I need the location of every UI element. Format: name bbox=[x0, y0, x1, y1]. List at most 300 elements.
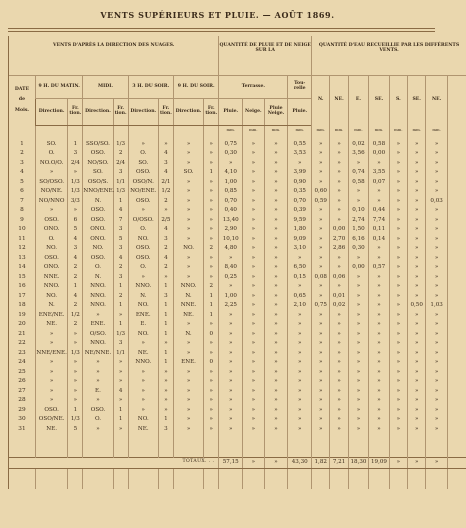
day-cell: 9 bbox=[9, 216, 36, 226]
table-cell: » bbox=[219, 359, 243, 369]
empty-cell bbox=[330, 435, 348, 458]
table-cell: 1 bbox=[68, 140, 83, 150]
table-cell: 1 bbox=[158, 349, 173, 359]
table-cell: » bbox=[264, 254, 288, 264]
table-cell: » bbox=[312, 340, 330, 350]
table-cell: 0,59 bbox=[312, 197, 330, 207]
table-cell: » bbox=[219, 321, 243, 331]
table-cell: 3,55 bbox=[369, 169, 389, 179]
table-row bbox=[9, 140, 466, 150]
empty-cell bbox=[35, 468, 67, 489]
table-cell: NE. bbox=[128, 349, 158, 359]
table-cell: 0,02 bbox=[330, 302, 348, 312]
table-cell: O/SO. bbox=[83, 330, 113, 340]
table-cell: » bbox=[173, 321, 203, 331]
table-cell: » bbox=[288, 359, 312, 369]
table-cell: NNO. bbox=[83, 283, 113, 293]
empty-cell bbox=[312, 435, 330, 458]
table-cell: » bbox=[264, 359, 288, 369]
table-cell bbox=[447, 273, 466, 283]
table-cell: » bbox=[243, 235, 265, 245]
table-cell: » bbox=[173, 340, 203, 350]
header-fraction-9m: Fr. tion. bbox=[68, 99, 83, 126]
table-cell: » bbox=[219, 397, 243, 407]
day-cell: 27 bbox=[9, 387, 36, 397]
table-cell: ONO. bbox=[83, 235, 113, 245]
table-cell: » bbox=[243, 254, 265, 264]
table-cell: » bbox=[312, 140, 330, 150]
table-cell bbox=[447, 245, 466, 255]
table-cell: » bbox=[288, 416, 312, 426]
table-cell: » bbox=[288, 425, 312, 435]
empty-cell bbox=[389, 468, 407, 489]
table-cell: 2,86 bbox=[330, 245, 348, 255]
table-cell: » bbox=[264, 207, 288, 217]
table-cell: » bbox=[330, 159, 348, 169]
day-cell: 6 bbox=[9, 188, 36, 198]
table-row bbox=[9, 150, 466, 160]
table-cell: 5 bbox=[113, 235, 128, 245]
table-cell: » bbox=[204, 349, 219, 359]
table-cell: » bbox=[128, 397, 158, 407]
unit-cell: mm. bbox=[408, 126, 426, 135]
table-cell: » bbox=[348, 378, 368, 388]
table-cell: » bbox=[369, 188, 389, 198]
day-cell: 24 bbox=[9, 359, 36, 369]
table-cell: OSO. bbox=[83, 406, 113, 416]
table-cell: » bbox=[173, 273, 203, 283]
table-cell: » bbox=[330, 340, 348, 350]
table-cell: » bbox=[288, 340, 312, 350]
table-cell: 0 bbox=[204, 330, 219, 340]
unit-cell: mm. bbox=[312, 126, 330, 135]
table-cell: 1/3 bbox=[68, 349, 83, 359]
table-cell: 1,00 bbox=[219, 178, 243, 188]
table-cell: » bbox=[330, 283, 348, 293]
table-cell bbox=[447, 359, 466, 369]
table-cell: » bbox=[243, 197, 265, 207]
table-cell: SSO/SO. bbox=[83, 140, 113, 150]
header-vent-cut bbox=[447, 76, 466, 126]
table-cell: » bbox=[369, 340, 389, 350]
table-cell: O. bbox=[83, 264, 113, 274]
table-cell: » bbox=[408, 197, 426, 207]
table-cell: » bbox=[426, 245, 448, 255]
empty-cell bbox=[83, 468, 113, 489]
table-cell: » bbox=[35, 368, 67, 378]
table-cell: NO/NE. bbox=[35, 188, 67, 198]
table-row bbox=[9, 283, 466, 293]
table-cell: » bbox=[128, 368, 158, 378]
table-cell: NNO. bbox=[83, 302, 113, 312]
table-cell: » bbox=[113, 359, 128, 369]
table-row bbox=[9, 425, 466, 435]
table-cell: » bbox=[348, 397, 368, 407]
table-cell: » bbox=[173, 207, 203, 217]
table-cell: » bbox=[389, 292, 407, 302]
table-cell: » bbox=[389, 159, 407, 169]
table-cell: NNO. bbox=[173, 283, 203, 293]
table-cell: 1/1 bbox=[113, 349, 128, 359]
table-cell: » bbox=[408, 416, 426, 426]
table-cell: » bbox=[348, 321, 368, 331]
table-cell bbox=[447, 406, 466, 416]
table-cell: SO. bbox=[173, 169, 203, 179]
table-cell: 0,39 bbox=[288, 207, 312, 217]
table-cell: 3/3 bbox=[68, 197, 83, 207]
table-cell: 2 bbox=[113, 150, 128, 160]
table-cell: » bbox=[204, 226, 219, 236]
table-cell bbox=[447, 340, 466, 350]
table-cell: OSO. bbox=[35, 216, 67, 226]
table-cell: 4 bbox=[158, 254, 173, 264]
table-row bbox=[9, 169, 466, 179]
table-cell: NO. bbox=[128, 330, 158, 340]
table-cell: » bbox=[243, 283, 265, 293]
header-vent-s: S. bbox=[389, 76, 407, 126]
table-cell: » bbox=[426, 254, 448, 264]
table-cell: » bbox=[426, 378, 448, 388]
table-cell: 2,74 bbox=[348, 216, 368, 226]
table-cell: » bbox=[312, 178, 330, 188]
table-cell: 4 bbox=[113, 207, 128, 217]
table-cell: » bbox=[173, 416, 203, 426]
table-cell: » bbox=[330, 178, 348, 188]
table-cell: » bbox=[426, 226, 448, 236]
table-cell: » bbox=[243, 178, 265, 188]
table-cell: » bbox=[113, 368, 128, 378]
table-cell: » bbox=[389, 330, 407, 340]
table-cell: ONO. bbox=[35, 264, 67, 274]
table-cell: 1 bbox=[204, 169, 219, 179]
day-cell: 5 bbox=[9, 178, 36, 188]
table-cell: » bbox=[369, 321, 389, 331]
table-row bbox=[9, 273, 466, 283]
table-cell: » bbox=[264, 235, 288, 245]
table-cell: » bbox=[369, 292, 389, 302]
table-cell: 0,35 bbox=[288, 188, 312, 198]
table-cell: » bbox=[243, 425, 265, 435]
table-cell: » bbox=[204, 254, 219, 264]
table-cell: » bbox=[369, 397, 389, 407]
unit-cell: mm. bbox=[389, 126, 407, 135]
table-cell: 0,25 bbox=[219, 273, 243, 283]
table-cell: N. bbox=[83, 197, 113, 207]
table-cell: 6 bbox=[68, 216, 83, 226]
table-cell: » bbox=[288, 311, 312, 321]
table-cell: » bbox=[408, 359, 426, 369]
table-cell bbox=[447, 140, 466, 150]
table-cell: 2 bbox=[68, 273, 83, 283]
table-cell bbox=[447, 387, 466, 397]
table-cell: » bbox=[330, 207, 348, 217]
table-cell: » bbox=[330, 425, 348, 435]
table-cell: OSO/S. bbox=[83, 178, 113, 188]
table-cell: 1 bbox=[113, 321, 128, 331]
table-cell: ONO. bbox=[35, 226, 67, 236]
table-cell: » bbox=[330, 378, 348, 388]
table-cell: OSO. bbox=[128, 169, 158, 179]
table-row bbox=[9, 387, 466, 397]
table-cell: O. bbox=[128, 150, 158, 160]
table-cell: 0,00 bbox=[348, 264, 368, 274]
table-cell: ENE. bbox=[173, 359, 203, 369]
table-cell: 1 bbox=[113, 416, 128, 426]
table-cell: » bbox=[348, 406, 368, 416]
table-cell: » bbox=[426, 216, 448, 226]
table-cell: » bbox=[389, 283, 407, 293]
empty-cell bbox=[9, 468, 36, 489]
day-cell: 4 bbox=[9, 169, 36, 179]
table-cell bbox=[447, 416, 466, 426]
table-cell: » bbox=[173, 178, 203, 188]
table-cell: » bbox=[389, 226, 407, 236]
table-cell: » bbox=[204, 235, 219, 245]
spacer-row bbox=[9, 435, 466, 458]
table-cell: 0,03 bbox=[426, 197, 448, 207]
table-cell: O. bbox=[128, 226, 158, 236]
table-cell: » bbox=[219, 406, 243, 416]
table-cell: 1 bbox=[158, 283, 173, 293]
table-cell: » bbox=[330, 368, 348, 378]
table-cell: » bbox=[426, 349, 448, 359]
table-cell: » bbox=[219, 368, 243, 378]
table-cell: 1 bbox=[113, 302, 128, 312]
table-cell: » bbox=[158, 397, 173, 407]
table-cell: » bbox=[330, 387, 348, 397]
table-cell: 2/5 bbox=[158, 216, 173, 226]
table-cell: » bbox=[35, 207, 67, 217]
table-cell: ENE/NE. bbox=[35, 311, 67, 321]
table-cell: » bbox=[204, 264, 219, 274]
table-cell: » bbox=[408, 159, 426, 169]
table-row bbox=[9, 292, 466, 302]
table-cell: 5 bbox=[68, 226, 83, 236]
table-cell: » bbox=[348, 292, 368, 302]
table-cell: » bbox=[389, 359, 407, 369]
table-cell: » bbox=[264, 150, 288, 160]
table-cell: » bbox=[408, 368, 426, 378]
header-date-de: de bbox=[18, 97, 26, 103]
table-cell: » bbox=[288, 387, 312, 397]
table-cell bbox=[447, 425, 466, 435]
table-cell: » bbox=[173, 140, 203, 150]
unit-cell: mm. bbox=[348, 126, 368, 135]
table-cell bbox=[447, 207, 466, 217]
table-cell: » bbox=[158, 368, 173, 378]
table-cell: » bbox=[288, 321, 312, 331]
table-cell: » bbox=[389, 235, 407, 245]
table-cell: » bbox=[264, 264, 288, 274]
table-cell: » bbox=[330, 254, 348, 264]
table-cell: 0,15 bbox=[288, 273, 312, 283]
unit-cell: mm. bbox=[288, 126, 312, 135]
table-cell bbox=[447, 216, 466, 226]
table-cell: » bbox=[173, 150, 203, 160]
header-vents-group: VENTS D'APRÈS LA DIRECTION DES NUAGES. bbox=[9, 36, 219, 76]
table-cell: » bbox=[369, 378, 389, 388]
table-cell bbox=[447, 197, 466, 207]
empty-cell bbox=[264, 435, 288, 458]
table-cell: 4 bbox=[158, 150, 173, 160]
table-cell: » bbox=[330, 321, 348, 331]
table-cell: 0,70 bbox=[219, 197, 243, 207]
empty-cell bbox=[113, 435, 128, 458]
table-cell: » bbox=[426, 416, 448, 426]
table-cell: » bbox=[264, 216, 288, 226]
totals-row bbox=[9, 457, 466, 468]
table-cell: » bbox=[330, 188, 348, 198]
table-cell: 8,40 bbox=[219, 264, 243, 274]
table-cell: 3 bbox=[68, 245, 83, 255]
table-cell: » bbox=[243, 226, 265, 236]
table-cell: » bbox=[158, 406, 173, 416]
table-cell: » bbox=[312, 207, 330, 217]
table-cell: » bbox=[348, 197, 368, 207]
table-cell: 2 bbox=[113, 292, 128, 302]
table-cell: » bbox=[389, 197, 407, 207]
table-cell: » bbox=[243, 359, 265, 369]
empty-cell bbox=[128, 435, 158, 458]
table-cell: 2 bbox=[204, 245, 219, 255]
unit-cell bbox=[128, 126, 158, 135]
table-cell: » bbox=[113, 397, 128, 407]
table-cell: » bbox=[204, 368, 219, 378]
table-cell: » bbox=[288, 283, 312, 293]
table-cell: 2 bbox=[113, 264, 128, 274]
table-cell: » bbox=[204, 397, 219, 407]
unit-cell bbox=[9, 126, 36, 135]
table-cell: 1/2 bbox=[158, 188, 173, 198]
day-cell: 12 bbox=[9, 245, 36, 255]
empty-cell bbox=[173, 468, 203, 489]
table-cell: 0,30 bbox=[348, 245, 368, 255]
table-cell: N. bbox=[35, 302, 67, 312]
table-cell: » bbox=[426, 140, 448, 150]
table-cell: » bbox=[204, 387, 219, 397]
table-cell: » bbox=[369, 406, 389, 416]
table-row bbox=[9, 197, 466, 207]
table-cell: NNO. bbox=[83, 292, 113, 302]
table-cell: NNO. bbox=[128, 283, 158, 293]
table-cell: » bbox=[389, 321, 407, 331]
table-cell: » bbox=[426, 387, 448, 397]
table-cell: » bbox=[219, 159, 243, 169]
table-cell: 1,03 bbox=[426, 302, 448, 312]
table-cell: » bbox=[369, 197, 389, 207]
empty-cell bbox=[389, 435, 407, 458]
table-cell: » bbox=[128, 207, 158, 217]
table-cell bbox=[447, 397, 466, 407]
table-cell: OSO/NE. bbox=[35, 416, 67, 426]
table-cell: » bbox=[128, 273, 158, 283]
table-cell: » bbox=[312, 330, 330, 340]
table-cell: » bbox=[312, 283, 330, 293]
table-cell: » bbox=[369, 283, 389, 293]
table-row bbox=[9, 235, 466, 245]
table-cell: » bbox=[173, 378, 203, 388]
table-cell: » bbox=[312, 216, 330, 226]
table-cell: » bbox=[264, 245, 288, 255]
table-cell: » bbox=[330, 359, 348, 369]
table-cell: » bbox=[348, 425, 368, 435]
header-direction-9m: Direction. bbox=[35, 99, 67, 126]
empty-cell bbox=[288, 468, 312, 489]
table-cell bbox=[447, 254, 466, 264]
table-cell: SO. bbox=[83, 169, 113, 179]
table-cell: » bbox=[68, 387, 83, 397]
total-cell: 18,30 bbox=[348, 457, 368, 468]
table-cell: » bbox=[330, 397, 348, 407]
total-cell: » bbox=[243, 457, 265, 468]
day-cell: 29 bbox=[9, 406, 36, 416]
table-cell: » bbox=[348, 387, 368, 397]
table-cell: » bbox=[389, 397, 407, 407]
table-row bbox=[9, 216, 466, 226]
total-cell: » bbox=[408, 457, 426, 468]
table-cell: » bbox=[204, 207, 219, 217]
table-cell: » bbox=[35, 340, 67, 350]
total-cell bbox=[447, 457, 466, 468]
table-cell: » bbox=[408, 425, 426, 435]
table-cell: » bbox=[312, 387, 330, 397]
header-tourelle: Tou- relle bbox=[288, 76, 312, 99]
day-cell: 10 bbox=[9, 226, 36, 236]
table-cell: » bbox=[68, 169, 83, 179]
table-cell: 0,00 bbox=[330, 226, 348, 236]
table-cell: » bbox=[204, 273, 219, 283]
table-cell: » bbox=[288, 159, 312, 169]
table-cell: » bbox=[204, 416, 219, 426]
table-cell: » bbox=[173, 406, 203, 416]
table-cell: » bbox=[204, 216, 219, 226]
table-cell: NNE/ENE. bbox=[35, 349, 67, 359]
table-cell: » bbox=[243, 188, 265, 198]
table-cell: 1 bbox=[113, 283, 128, 293]
table-cell: » bbox=[35, 359, 67, 369]
table-cell: 1/2 bbox=[68, 311, 83, 321]
table-cell: 3 bbox=[158, 159, 173, 169]
table-cell: 2 bbox=[158, 264, 173, 274]
header-9h-matin: 9 H. DU MATIN. bbox=[35, 76, 82, 99]
table-cell: » bbox=[204, 378, 219, 388]
empty-cell bbox=[68, 468, 83, 489]
header-vent-se: SE. bbox=[369, 76, 389, 126]
day-cell: 14 bbox=[9, 264, 36, 274]
header-midi: MIDI. bbox=[83, 76, 128, 99]
table-cell: » bbox=[312, 397, 330, 407]
table-cell: » bbox=[408, 273, 426, 283]
table-cell: » bbox=[288, 330, 312, 340]
table-cell bbox=[447, 226, 466, 236]
table-cell: » bbox=[83, 359, 113, 369]
total-cell: 1,82 bbox=[312, 457, 330, 468]
table-cell: » bbox=[408, 178, 426, 188]
table-cell: » bbox=[173, 349, 203, 359]
day-cell: 11 bbox=[9, 235, 36, 245]
day-cell: 23 bbox=[9, 349, 36, 359]
table-cell: » bbox=[389, 416, 407, 426]
table-row bbox=[9, 311, 466, 321]
table-cell: 0,65 bbox=[288, 292, 312, 302]
total-cell: 43,30 bbox=[288, 457, 312, 468]
unit-cell: mm. bbox=[330, 126, 348, 135]
table-cell: OSO. bbox=[128, 245, 158, 255]
table-cell: » bbox=[312, 349, 330, 359]
table-cell: » bbox=[35, 387, 67, 397]
table-cell: 3 bbox=[158, 235, 173, 245]
total-cell: 57,15 bbox=[219, 457, 243, 468]
